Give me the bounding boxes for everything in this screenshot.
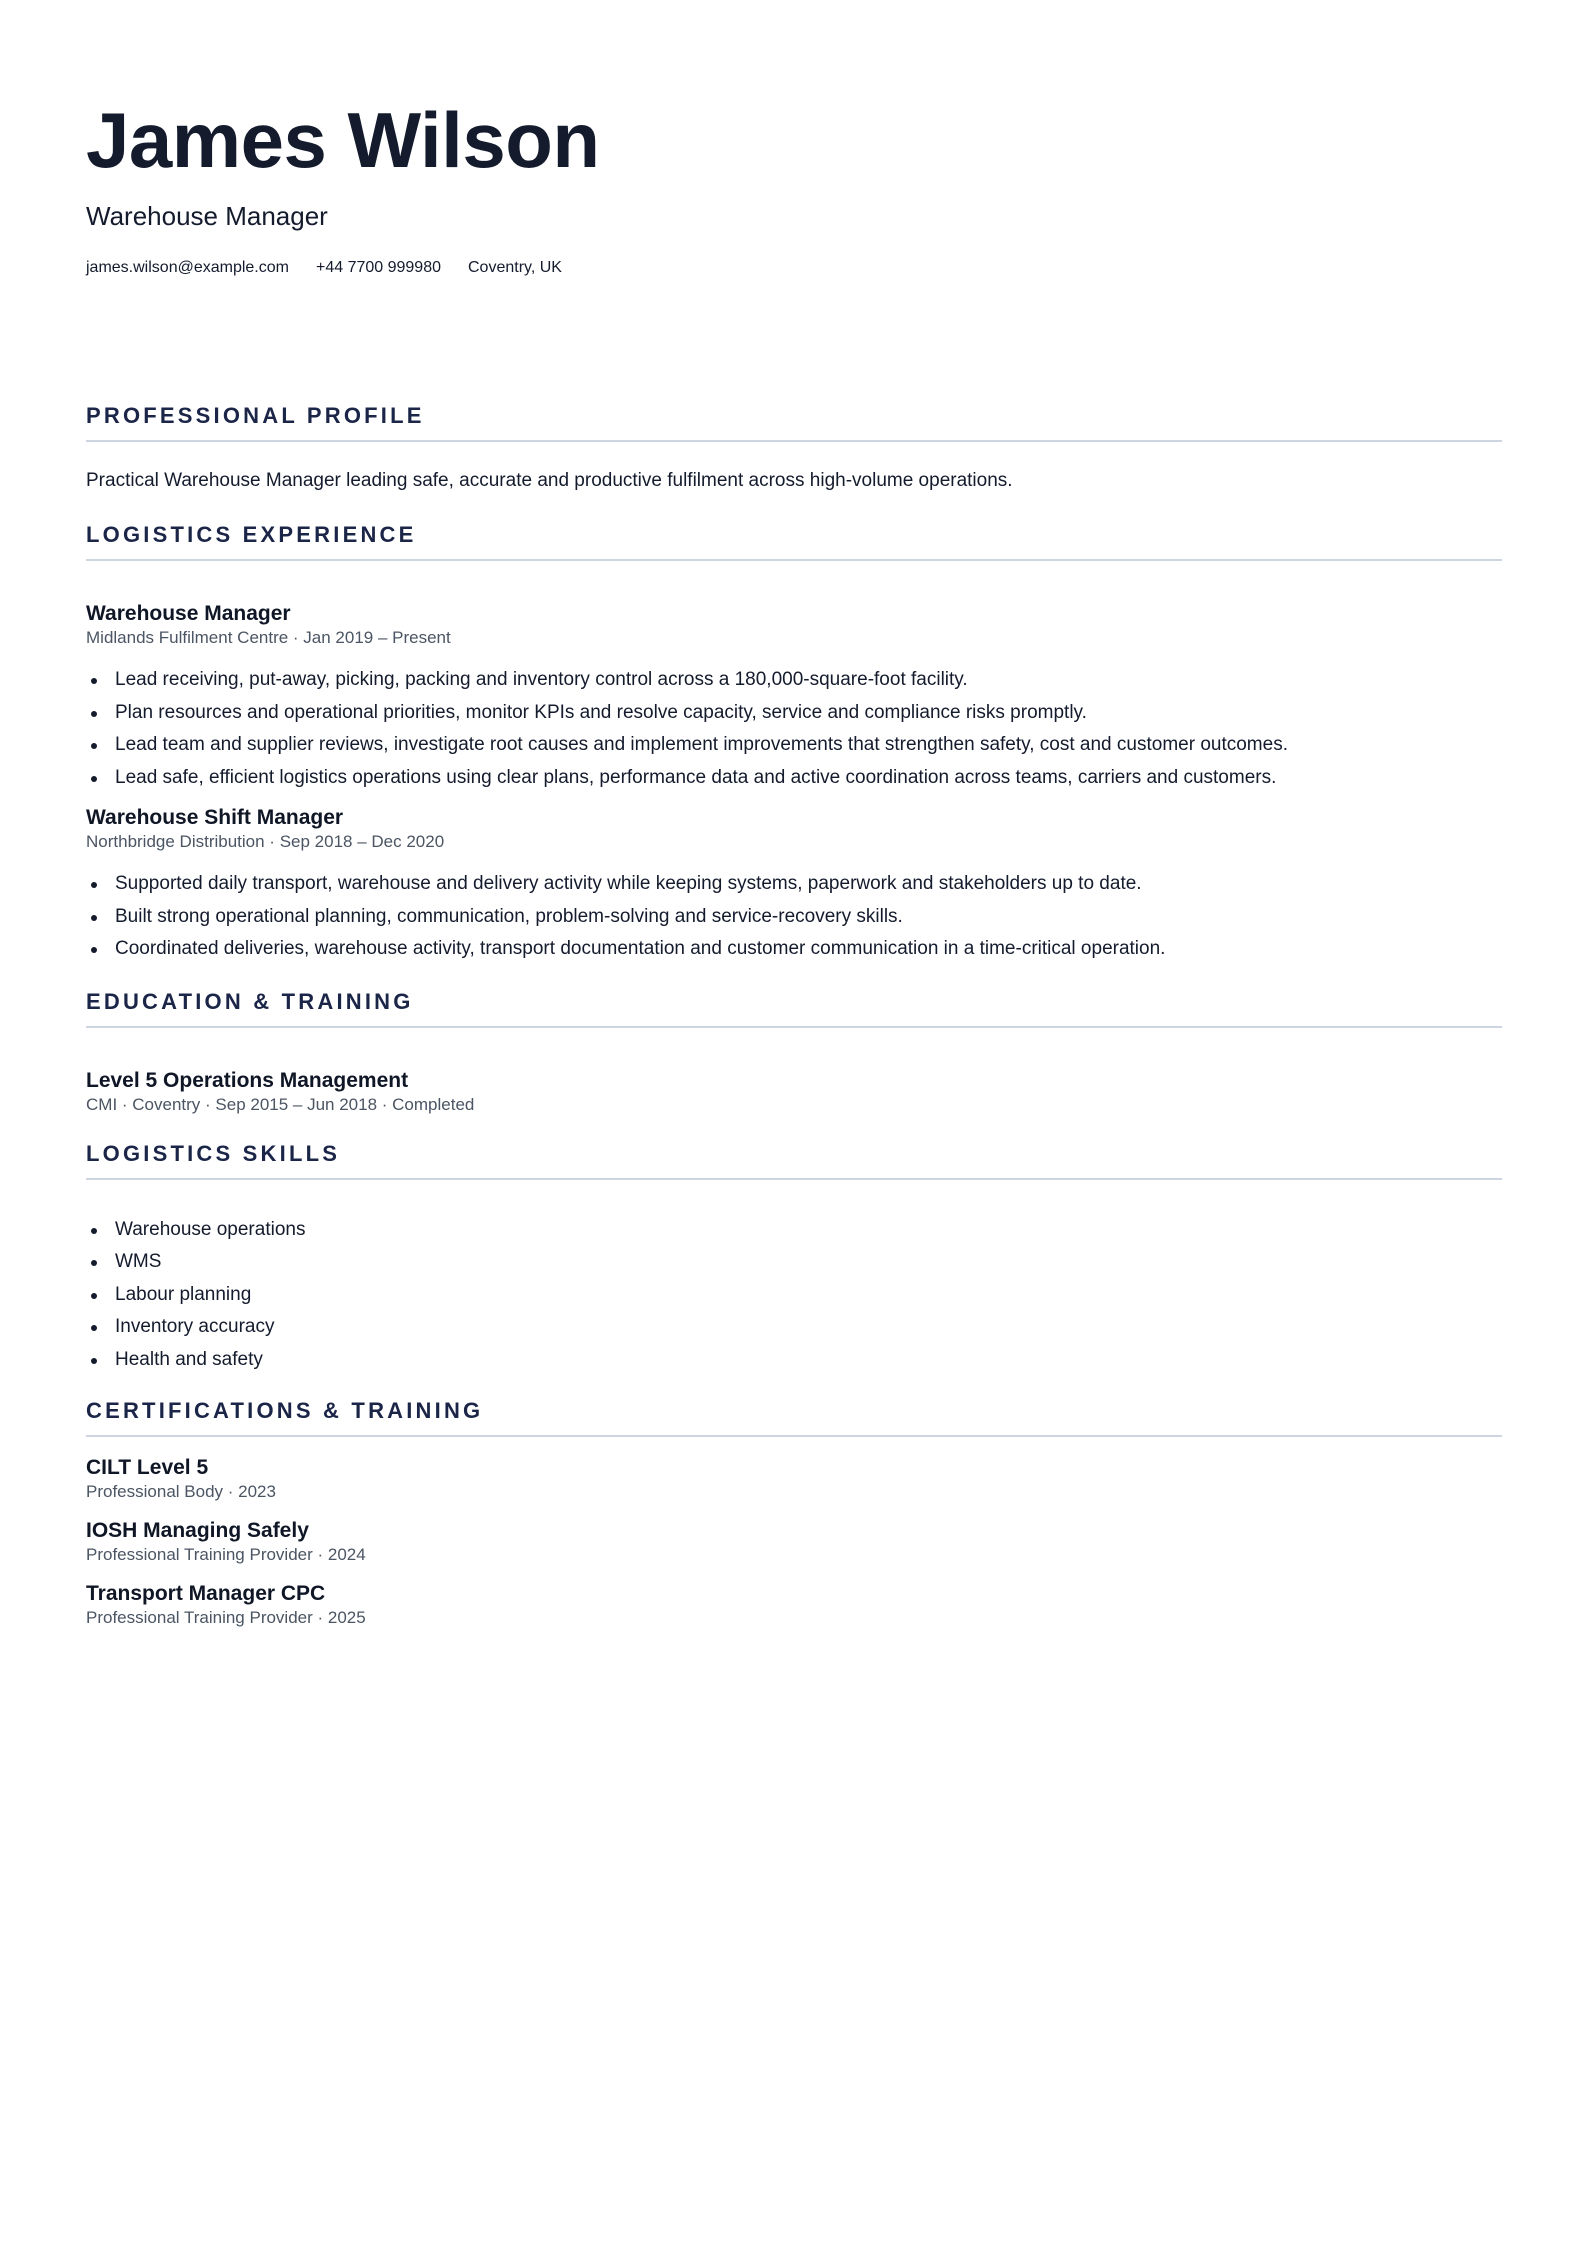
certification-entry: [86, 1455, 1502, 1503]
job-title: Warehouse Manager: [86, 602, 291, 625]
skill-item: Warehouse operations: [115, 1214, 1502, 1247]
list-item: Lead receiving, put-away, picking, packing and inventory control across a 180,000-square-foot facility.: [115, 664, 1502, 697]
section-experience: [86, 521, 1502, 966]
section-certifications: [86, 1397, 1502, 1629]
list-item: Built strong operational planning, communication, problem-solving and service-recovery skills.: [115, 901, 1502, 934]
section-skills: [86, 1140, 1502, 1377]
profile-summary: Practical Warehouse Manager leading safe, accurate and productive fulfilment across high-volume operations.: [86, 470, 1013, 491]
contact-location: Coventry, UK: [468, 259, 562, 276]
skill-item: WMS: [115, 1246, 1502, 1279]
section-heading-profile: PROFESSIONAL PROFILE: [86, 402, 1502, 442]
skill-item: Inventory accuracy: [115, 1311, 1502, 1344]
job-meta: Midlands Fulfilment Centre · Jan 2019 – Present: [86, 628, 451, 647]
education-meta: CMI · Coventry · Sep 2015 – Jun 2018 · Completed: [86, 1094, 475, 1114]
education-entry: [86, 1068, 1502, 1116]
certification-meta: Professional Training Provider · 2024: [86, 1545, 366, 1564]
certification-meta: Professional Body · 2023: [86, 1482, 276, 1501]
list-item: Supported daily transport, warehouse and delivery activity while keeping systems, paperwork and stakeholders up to date.: [115, 868, 1502, 901]
job-bullets: [86, 664, 1502, 794]
certification-title: CILT Level 5: [86, 1456, 209, 1479]
candidate-name: James Wilson: [86, 96, 600, 184]
list-item: Coordinated deliveries, warehouse activity, transport documentation and customer communication in a time-critical operation.: [115, 933, 1502, 966]
list-item: Lead team and supplier reviews, investigate root causes and implement improvements that strengthen safety, cost and customer outcomes.: [115, 729, 1502, 762]
certification-title: Transport Manager CPC: [86, 1582, 326, 1605]
section-heading-education: EDUCATION & TRAINING: [86, 988, 1502, 1028]
job-meta: Northbridge Distribution · Sep 2018 – Dec 2020: [86, 832, 445, 851]
job-title: Warehouse Shift Manager: [86, 806, 344, 829]
section-profile: [86, 402, 1502, 494]
certification-title: IOSH Managing Safely: [86, 1519, 309, 1542]
skill-item: Labour planning: [115, 1279, 1502, 1312]
resume-header: [86, 0, 1502, 278]
certification-entry: [86, 1518, 1502, 1566]
section-heading-experience: LOGISTICS EXPERIENCE: [86, 521, 1502, 561]
job-bullets: [86, 868, 1502, 966]
list-item: Lead safe, efficient logistics operations using clear plans, performance data and active coordination across teams, carriers and customers.: [115, 762, 1502, 795]
certification-entry: [86, 1581, 1502, 1629]
education-title: Level 5 Operations Management: [86, 1068, 409, 1092]
section-education: [86, 988, 1502, 1116]
skills-list: [86, 1214, 1502, 1377]
candidate-title: Warehouse Manager: [86, 201, 328, 231]
skill-item: Health and safety: [115, 1344, 1502, 1377]
section-heading-skills: LOGISTICS SKILLS: [86, 1140, 1502, 1180]
certification-meta: Professional Training Provider · 2025: [86, 1608, 366, 1627]
contact-email: james.wilson@example.com: [86, 259, 289, 276]
job-entry: [86, 601, 1502, 794]
list-item: Plan resources and operational priorities, monitor KPIs and resolve capacity, service and compliance risks promptly.: [115, 697, 1502, 730]
job-entry: [86, 805, 1502, 966]
contact-line: [86, 258, 1502, 278]
contact-phone: +44 7700 999980: [315, 259, 441, 276]
section-heading-certifications: CERTIFICATIONS & TRAINING: [86, 1397, 1502, 1437]
